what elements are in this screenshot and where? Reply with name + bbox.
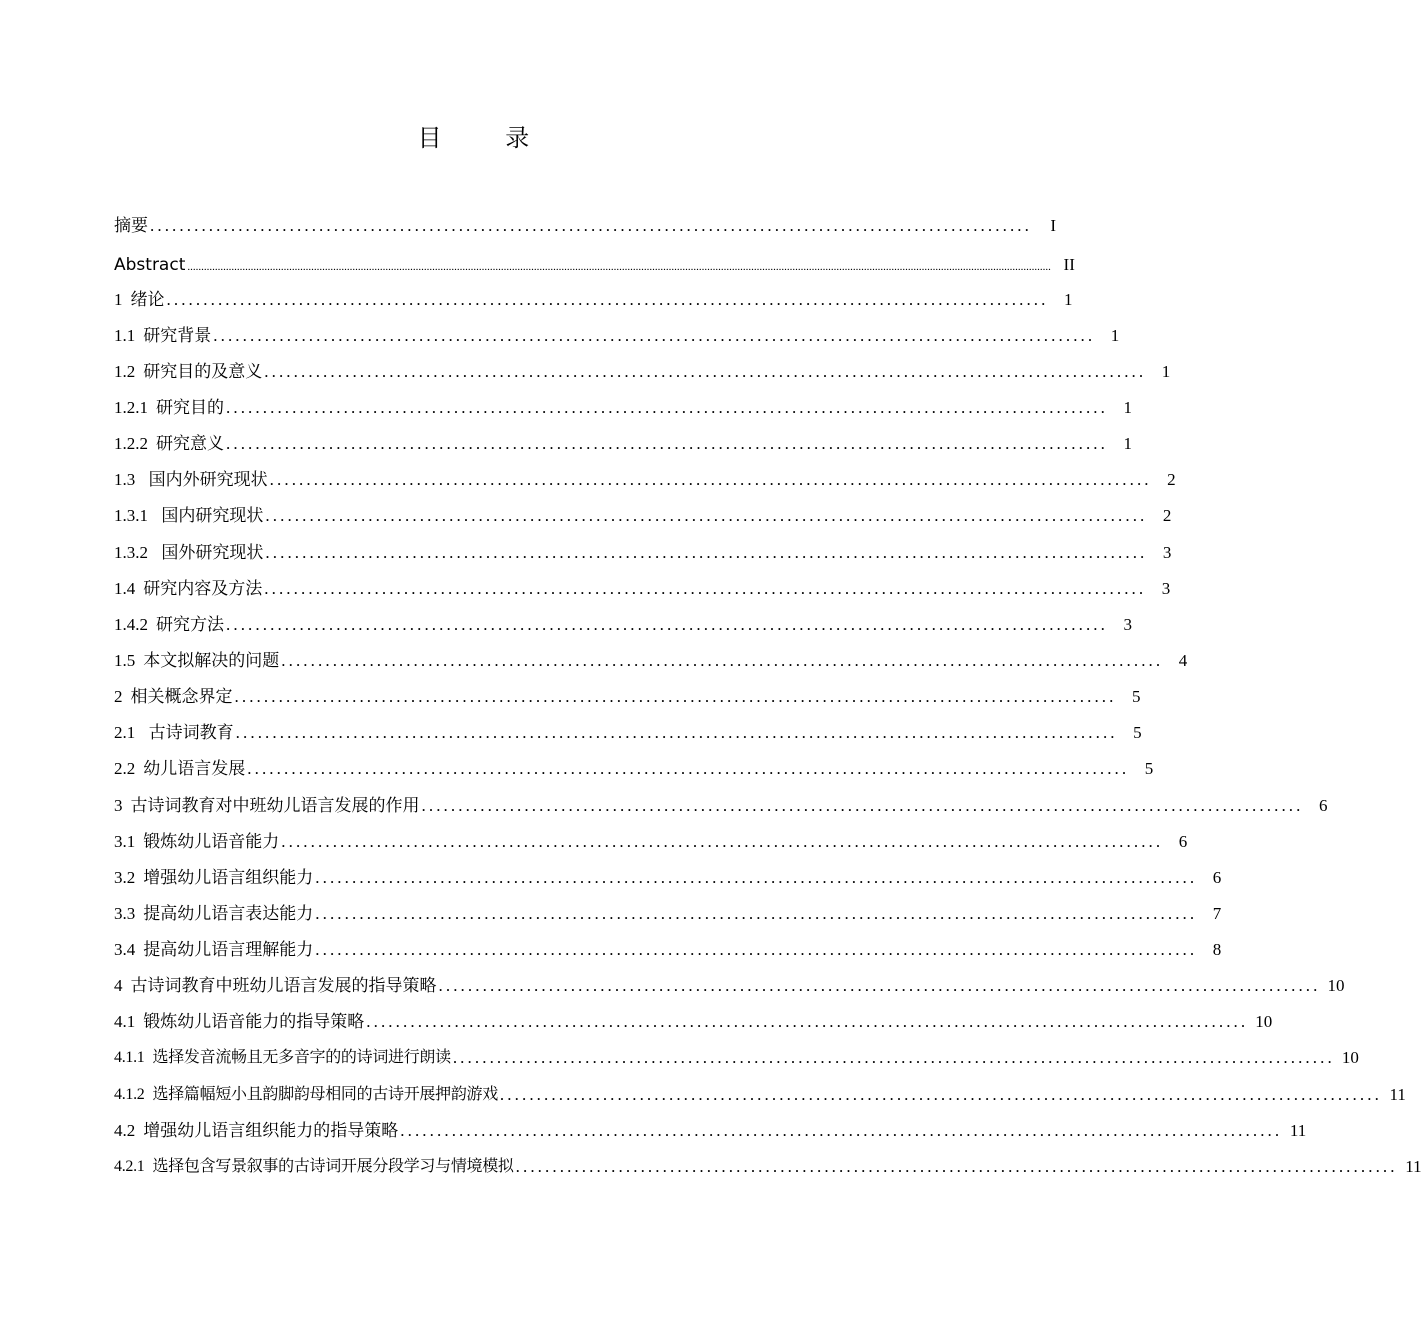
- toc-entry-text: 国内研究现状: [156, 506, 264, 526]
- toc-entry[interactable]: [114, 794, 1328, 818]
- toc-leader-dots: ........................................................................................................................: [366, 1012, 1249, 1031]
- toc-leader-dots: ........................................................................................................................: [265, 506, 1148, 525]
- toc-entry[interactable]: [114, 974, 1345, 998]
- toc-entry-page: 11: [1389, 1085, 1406, 1104]
- toc-leader-dots: ........................................................................................................................: [166, 290, 1049, 309]
- toc-entry-number: 2: [114, 687, 123, 706]
- toc-entry-page: 3: [1161, 579, 1171, 598]
- toc-entry[interactable]: [114, 577, 1171, 601]
- toc-leader-dots: ........................................................................................................................: [315, 904, 1198, 923]
- toc-entry-text: 研究背景: [143, 326, 212, 346]
- toc-entry-number: 1.3.2: [114, 543, 148, 562]
- toc-entry-number: 3.2: [114, 868, 136, 887]
- toc-entry[interactable]: [114, 324, 1120, 348]
- toc-leader-dots: ........................................................................................................................: [315, 940, 1198, 959]
- toc-entry-text: 古诗词教育中班幼儿语言发展的指导策略: [130, 976, 437, 996]
- toc-entry-text: 锻炼幼儿语音能力的指导策略: [143, 1012, 365, 1032]
- toc-entry[interactable]: [114, 830, 1188, 854]
- toc-entry-page: 6: [1212, 868, 1222, 887]
- toc-entry-text: 增强幼儿语言组织能力的指导策略: [143, 1121, 399, 1141]
- toc-entry[interactable]: [114, 432, 1132, 456]
- toc-entry-page: 10: [1255, 1012, 1273, 1031]
- toc-leader-dots: ........................................................................................................................: [400, 1121, 1283, 1140]
- toc-leader-dots: ........................................................................................................................: [150, 216, 1032, 235]
- toc-entry[interactable]: [114, 468, 1176, 492]
- toc-entry[interactable]: [114, 902, 1222, 926]
- toc-entry-number: 4.1: [114, 1012, 136, 1031]
- toc-entry-number: 2.2: [114, 759, 136, 778]
- toc-entry[interactable]: [114, 757, 1154, 781]
- toc-entry-number: 1.2.2: [114, 434, 148, 453]
- toc-entry[interactable]: [114, 613, 1132, 637]
- toc-leader-dots: ........................................................................................................................: [281, 832, 1164, 851]
- toc-entry-text: 古诗词教育对中班幼儿语言发展的作用: [130, 796, 420, 816]
- toc-entry-text: 国外研究现状: [156, 543, 264, 563]
- toc-entry-text: 选择发音流畅且无多音字的的诗词进行朗读: [152, 1047, 451, 1066]
- toc-entry-text: 锻炼幼儿语音能力: [143, 832, 280, 852]
- toc-entry-text: 研究目的: [156, 398, 224, 418]
- toc-leader-dots: ........................................................................................................................: [269, 470, 1152, 489]
- toc-entry-page: 5: [1133, 723, 1142, 742]
- toc-entry-text: 提高幼儿语言表达能力: [143, 904, 314, 924]
- toc-leader-dots: ........................................................................................................................: [281, 651, 1164, 670]
- toc-entry-number: 4.2: [114, 1121, 136, 1140]
- toc-leader-dots: ........................................................................................................................: [499, 1085, 1382, 1104]
- toc-entry-number: 1.5: [114, 651, 136, 670]
- toc-entry[interactable]: [114, 649, 1188, 673]
- toc-entry-text: 绪论: [130, 290, 165, 310]
- toc-entry[interactable]: [114, 1119, 1307, 1143]
- toc-entry-number: 3.1: [114, 832, 136, 851]
- toc-entry-page: 2: [1162, 506, 1172, 525]
- toc-entry-abstract-en[interactable]: [114, 253, 1075, 277]
- toc-entry-text: 研究目的及意义: [143, 362, 263, 382]
- toc-entry-number: 3: [114, 796, 123, 815]
- toc-entry-page: 1: [1123, 398, 1132, 417]
- toc-leader-dots: ........................................................................................................................: [315, 868, 1198, 887]
- toc-entry[interactable]: [114, 396, 1132, 420]
- toc-entry-number: 1.4: [114, 579, 136, 598]
- toc-leader-dots: ........................................................................................................................: [235, 723, 1118, 742]
- toc-entry-label: [114, 253, 185, 277]
- toc-entry-page: 5: [1144, 759, 1154, 778]
- toc-entry-number: 2.1: [114, 723, 136, 742]
- toc-entry-text: 研究意义: [156, 434, 224, 454]
- toc-entry-number: 1.2: [114, 362, 136, 381]
- toc-entry-page: 6: [1178, 832, 1188, 851]
- toc-entry-page: 2: [1167, 470, 1176, 489]
- toc-entry-page: 3: [1123, 615, 1132, 634]
- toc-entry-text: 古诗词教育: [143, 723, 234, 743]
- toc-entry-number: 1.4.2: [114, 615, 148, 634]
- toc-entry[interactable]: [114, 866, 1222, 890]
- toc-entry-text: 国内外研究现状: [143, 470, 268, 490]
- toc-entry[interactable]: [114, 541, 1172, 565]
- toc-entry[interactable]: [114, 685, 1141, 709]
- toc-entry-text: 研究内容及方法: [143, 579, 263, 599]
- toc-entry-page: 10: [1327, 976, 1345, 995]
- toc-entry-number: 3.3: [114, 904, 136, 923]
- toc-entry-page: 1: [1161, 362, 1171, 381]
- toc-entry[interactable]: [114, 360, 1171, 384]
- toc-entry-number: 4.1.1: [114, 1049, 145, 1066]
- toc-entry-page: 6: [1319, 796, 1328, 815]
- toc-entry-text: 摘要: [114, 216, 148, 236]
- toc-entry-page: 11: [1289, 1121, 1307, 1140]
- toc-entry-page: 4: [1178, 651, 1188, 670]
- toc-leader-dots: ........................................................................................................................: [452, 1048, 1335, 1067]
- toc-entry-number: 4.2.1: [114, 1158, 145, 1175]
- toc-leader-dots: ........................................................................................................................: [234, 687, 1117, 706]
- toc-entry-page: 11: [1405, 1157, 1422, 1176]
- toc-entry-number: 1.3: [114, 470, 136, 489]
- toc-entry-page: I: [1050, 216, 1056, 235]
- toc-entry-text: 幼儿语言发展: [143, 759, 246, 779]
- toc-entry-page: 10: [1341, 1048, 1359, 1067]
- toc-entry-text: 选择包含写景叙事的古诗词开展分段学习与情境模拟: [152, 1156, 514, 1175]
- toc-entry-text: 选择篇幅短小且韵脚韵母相同的古诗开展押韵游戏: [152, 1084, 498, 1103]
- toc-leader-dots: ........................................................................................................................: [226, 398, 1108, 417]
- toc-entry-text: 相关概念界定: [130, 687, 233, 707]
- toc-entry-number: 1: [114, 290, 123, 309]
- toc-leader-dots: ........................................................................................................................: [421, 796, 1304, 815]
- toc-entry-page: 8: [1212, 940, 1222, 959]
- toc-leader-dots: ........................................................................................................................: [265, 543, 1148, 562]
- toc-leader-dots: ........................................................................................................................: [515, 1157, 1398, 1176]
- toc-entry-number: 1.2.1: [114, 398, 148, 417]
- toc-entry-number: 1.3.1: [114, 506, 148, 525]
- toc-entry-text: 研究方法: [156, 615, 224, 635]
- toc-entry-number: 4.1.2: [114, 1086, 145, 1103]
- toc-leader-dots: ........................................................................................................................: [247, 759, 1130, 778]
- toc-entry[interactable]: [114, 288, 1073, 312]
- toc-entry[interactable]: [114, 938, 1222, 962]
- toc-leader-dots: ........................................................................................................................: [213, 326, 1096, 345]
- toc-entry-number: 4: [114, 976, 123, 995]
- toc-entry-page: 3: [1162, 543, 1172, 562]
- toc-leader-dots: ........................................................................................................................: [264, 579, 1147, 598]
- toc-entry-text: Abstract: [114, 255, 186, 275]
- toc-entry-page: II: [1063, 255, 1075, 274]
- toc-leader-dots: ........................................................................................................................: [226, 615, 1108, 634]
- toc-entry-number: 3.4: [114, 940, 136, 959]
- toc-leader-dots: ........................................................................................................................: [438, 976, 1321, 995]
- toc-entry[interactable]: [114, 1046, 1359, 1070]
- toc-entry[interactable]: [114, 721, 1142, 745]
- toc-entry-text: 本文拟解决的问题: [143, 651, 280, 671]
- toc-entry[interactable]: [114, 1010, 1273, 1034]
- toc-title: 目 录: [417, 124, 558, 152]
- toc-entry[interactable]: [114, 1155, 1422, 1179]
- toc-entry-page: 5: [1132, 687, 1141, 706]
- toc-entry-page: 1: [1064, 290, 1073, 309]
- toc-entry-page: 7: [1212, 904, 1222, 923]
- toc-entry-page: 1: [1110, 326, 1120, 345]
- toc-entry-number: 1.1: [114, 326, 136, 345]
- toc-leader-dots: ........................................................................................................................: [226, 434, 1108, 453]
- toc-leader-dots: ..........................................................................................................................................................................................................................................................................................................................: [187, 261, 1051, 273]
- toc-entry-text: 增强幼儿语言组织能力: [143, 868, 314, 888]
- toc-entry[interactable]: [114, 1083, 1406, 1107]
- toc-entry[interactable]: [114, 504, 1172, 528]
- toc-entry-text: 提高幼儿语言理解能力: [143, 940, 314, 960]
- toc-entry-label: [114, 214, 148, 238]
- toc-leader-dots: ........................................................................................................................: [264, 362, 1147, 381]
- toc-entry-page: 1: [1123, 434, 1132, 453]
- toc-entry-abstract-cn[interactable]: [114, 214, 1056, 238]
